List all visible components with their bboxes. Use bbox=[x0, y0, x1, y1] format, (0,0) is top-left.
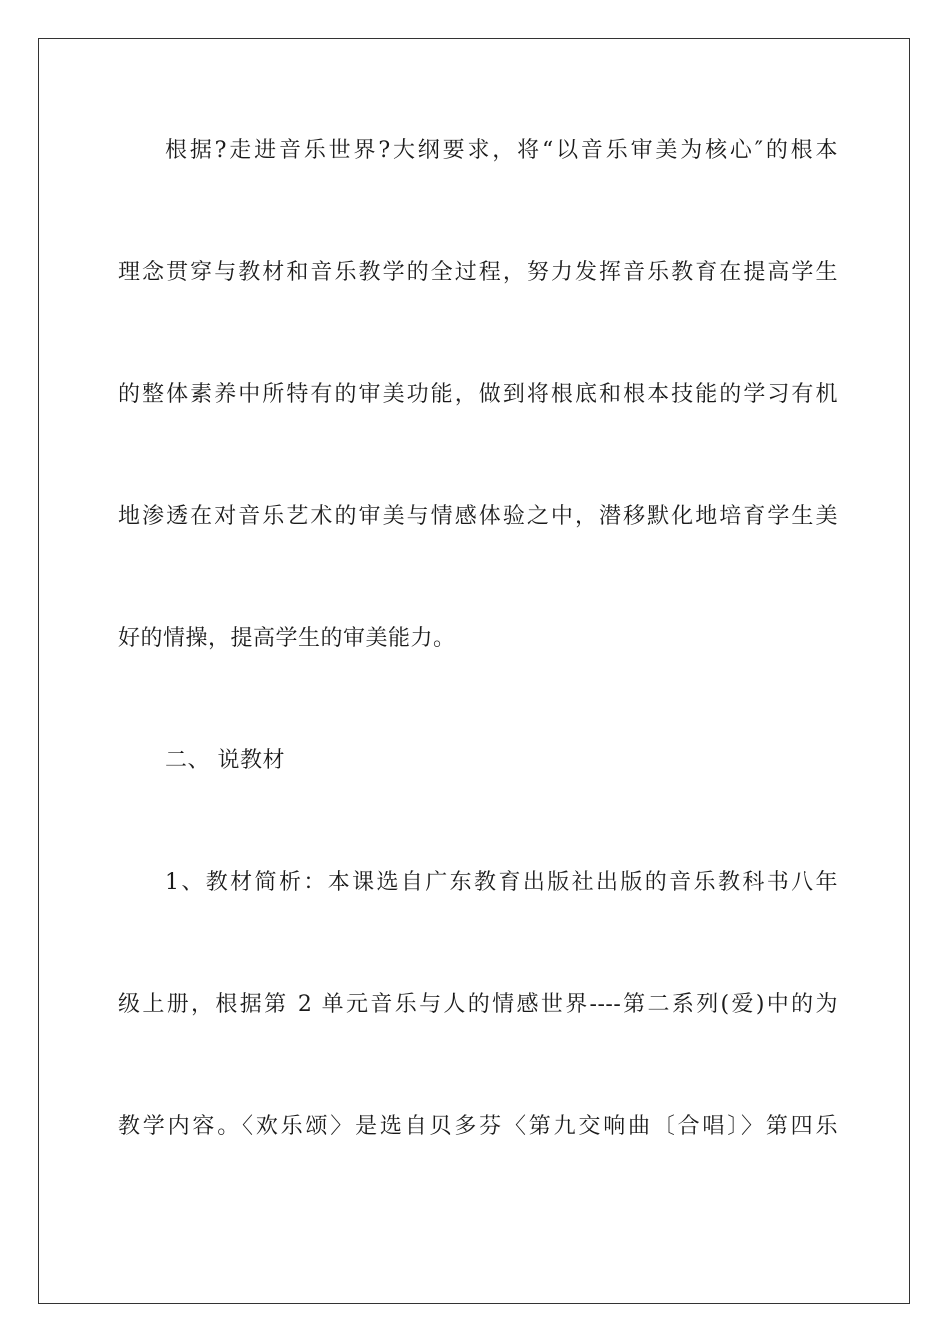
section-heading: 二、 说教材 bbox=[165, 748, 285, 773]
paragraph-line-8: 教学内容。〈欢乐颂〉是选自贝多芬〈第九交响曲〔合唱〕〉第四乐 bbox=[118, 1114, 838, 1139]
paragraph-line-4: 地渗透在对音乐艺术的审美与情感体验之中，潜移默化地培育学生美 bbox=[118, 504, 838, 529]
paragraph-line-1: 根据?走进音乐世界?大纲要求，将“以音乐审美为核心″的根本 bbox=[165, 138, 838, 163]
paragraph-line-7: 级上册，根据第 2 单元音乐与人的情感世界----第二系列(爱)中的为 bbox=[118, 992, 838, 1017]
paragraph-line-3: 的整体素养中所特有的审美功能，做到将根底和根本技能的学习有机 bbox=[118, 382, 838, 407]
paragraph-line-6: 1、教材简析：本课选自广东教育出版社出版的音乐教科书八年 bbox=[165, 870, 838, 895]
paragraph-line-5: 好的情操，提高学生的审美能力。 bbox=[118, 626, 456, 651]
paragraph-line-2: 理念贯穿与教材和音乐教学的全过程，努力发挥音乐教育在提高学生 bbox=[118, 260, 838, 285]
